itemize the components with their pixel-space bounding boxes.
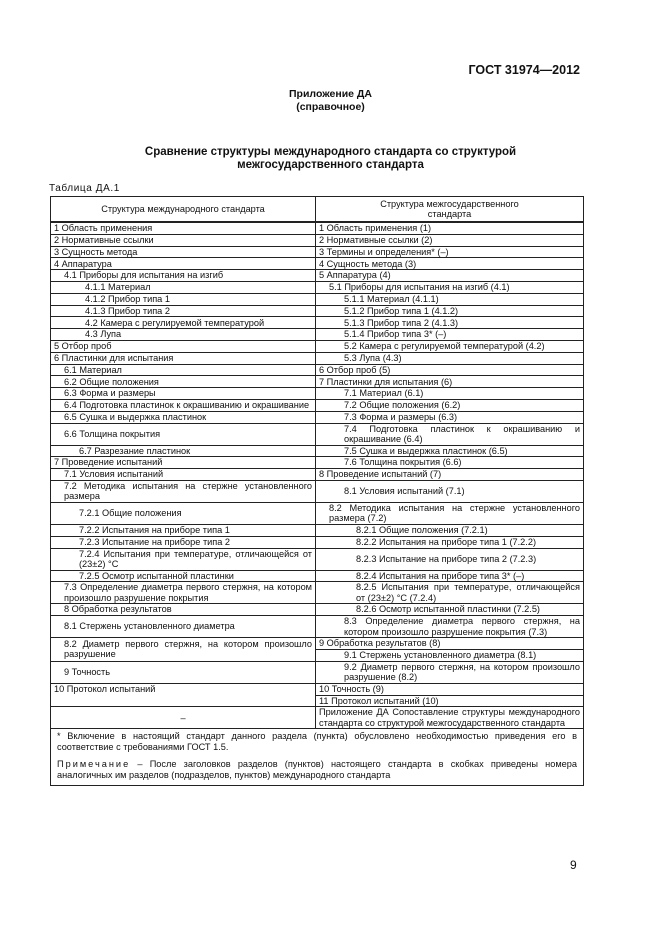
table-row [51, 329, 584, 341]
cell-international: 4.1.2 Прибор типа 1 [51, 293, 316, 305]
header-interstate [316, 197, 584, 223]
cell-international: 6.3 Форма и размеры [51, 388, 316, 400]
table-caption: Таблица ДА.1 [49, 183, 120, 194]
cell-international: 7 Проведение испытаний [51, 457, 316, 469]
table-row [51, 258, 584, 270]
table-row [51, 246, 584, 258]
cell-international: 10 Протокол испытаний [51, 683, 316, 707]
comparison-table [50, 196, 584, 786]
table-row [51, 524, 584, 536]
cell-interstate: 5.1 Приборы для испытания на изгиб (4.1) [316, 281, 584, 293]
title-line-2: межгосударственного стандарта [237, 159, 424, 171]
header-interstate-line-2: стандарта [427, 209, 472, 219]
table-row [51, 234, 584, 246]
table-row [51, 480, 584, 502]
header-interstate-line-1: Структура межгосударственного [380, 198, 519, 209]
cell-international: 1 Область применения [51, 222, 316, 234]
cell-international: 9 Точность [51, 661, 316, 683]
table-row [51, 570, 584, 582]
table-row [51, 305, 584, 317]
cell-interstate: 5.2 Камера с регулируемой температурой (4.2) [316, 340, 584, 352]
cell-international: 6.1 Материал [51, 364, 316, 376]
cell-international: 6 Пластинки для испытания [51, 352, 316, 364]
table-row [51, 293, 584, 305]
cell-international: 4.1.1 Материал [51, 281, 316, 293]
cell-interstate: 9 Обработка результатов (8) [316, 638, 584, 650]
cell-interstate: 3 Термины и определения* (–) [316, 246, 584, 258]
cell-interstate: 8.2 Методика испытания на стержне установленного размера (7.2) [316, 502, 584, 524]
cell-international: 7.2.5 Осмотр испытанной пластинки [51, 570, 316, 582]
table-footnote-row [51, 729, 584, 786]
cell-interstate: 7.2 Общие положения (6.2) [316, 399, 584, 411]
table-row [51, 707, 584, 729]
cell-interstate: 8.2.2 Испытания на приборе типа 1 (7.2.2) [316, 536, 584, 548]
table-row [51, 582, 584, 604]
cell-interstate: 8.1 Условия испытаний (7.1) [316, 480, 584, 502]
cell-interstate: 11 Протокол испытаний (10) [316, 695, 584, 707]
cell-international: 7.1 Условия испытаний [51, 469, 316, 481]
cell-international: – [51, 707, 316, 729]
appendix-heading [0, 88, 661, 114]
table-row [51, 616, 584, 638]
table-row [51, 352, 584, 364]
cell-international: 7.2.1 Общие положения [51, 502, 316, 524]
table-row [51, 423, 584, 445]
cell-international: 8.1 Стержень установленного диаметра [51, 616, 316, 638]
document-code: ГОСТ 31974—2012 [468, 63, 580, 77]
page-title [110, 146, 551, 172]
table-row [51, 536, 584, 548]
cell-international: 6.2 Общие положения [51, 376, 316, 388]
table-row [51, 399, 584, 411]
cell-international: 6.6 Толщина покрытия [51, 423, 316, 445]
cell-international: 4.1.3 Прибор типа 2 [51, 305, 316, 317]
table-row [51, 445, 584, 457]
table-row [51, 411, 584, 423]
cell-international: 4.1 Приборы для испытания на изгиб [51, 270, 316, 282]
cell-international: 7.2.3 Испытание на приборе типа 2 [51, 536, 316, 548]
cell-interstate: Приложение ДА Сопоставление структуры международного стандарта со структурой межгосударственного стандарта [316, 707, 584, 729]
table-row [51, 317, 584, 329]
table-row [51, 548, 584, 570]
title-line-1: Сравнение структуры международного стандарта со структурой [144, 146, 517, 158]
table-row [51, 604, 584, 616]
cell-international: 6.7 Разрезание пластинок [51, 445, 316, 457]
cell-international: 8.2 Диаметр первого стержня, на котором произошло разрушение [51, 638, 316, 662]
table-header-row [51, 197, 584, 223]
cell-international: 8 Обработка результатов [51, 604, 316, 616]
cell-international: 6.4 Подготовка пластинок к окрашиванию и окрашивание [51, 399, 316, 411]
table-row [51, 683, 584, 695]
table-row [51, 340, 584, 352]
table-row [51, 502, 584, 524]
note-text: – После заголовков разделов (пунктов) настоящего стандарта в скобках приведены номера аналогичных им разделов (подразделов, пунктов) международного стандарта [57, 759, 577, 781]
appendix-type: (справочное) [296, 101, 365, 113]
appendix-label: Приложение ДА [289, 88, 372, 100]
cell-international: 6.5 Сушка и выдержка пластинок [51, 411, 316, 423]
note-label: Примечание [57, 759, 131, 770]
cell-international: 4.2 Камера с регулируемой температурой [51, 317, 316, 329]
table-row [51, 469, 584, 481]
cell-interstate: 2 Нормативные ссылки (2) [316, 234, 584, 246]
cell-interstate: 8.3 Определение диаметра первого стержня, на котором произошло разрушение покрытия (7.3) [316, 616, 584, 638]
cell-interstate: 8.2.6 Осмотр испытанной пластинки (7.2.5) [316, 604, 584, 616]
table-row [51, 364, 584, 376]
cell-interstate: 9.2 Диаметр первого стержня, на котором произошло разрушение (8.2) [316, 661, 584, 683]
table-row [51, 222, 584, 234]
cell-interstate: 8.2.4 Испытания на приборе типа 3* (–) [316, 570, 584, 582]
cell-international: 3 Сущность метода [51, 246, 316, 258]
cell-interstate: 6 Отбор проб (5) [316, 364, 584, 376]
cell-interstate: 7.5 Сушка и выдержка пластинок (6.5) [316, 445, 584, 457]
cell-interstate: 4 Сущность метода (3) [316, 258, 584, 270]
cell-interstate: 5 Аппаратура (4) [316, 270, 584, 282]
cell-interstate: 8 Проведение испытаний (7) [316, 469, 584, 481]
cell-interstate: 7.4 Подготовка пластинок к окрашиванию и окрашивание (6.4) [316, 423, 584, 445]
cell-interstate: 8.2.1 Общие положения (7.2.1) [316, 524, 584, 536]
cell-interstate: 5.1.2 Прибор типа 1 (4.1.2) [316, 305, 584, 317]
table-row [51, 457, 584, 469]
cell-international: 4 Аппаратура [51, 258, 316, 270]
cell-international: 2 Нормативные ссылки [51, 234, 316, 246]
table-row [51, 281, 584, 293]
page-number: 9 [570, 858, 577, 872]
cell-international: 7.2.4 Испытания при температуре, отличающейся от (23±2) °С [51, 548, 316, 570]
cell-international: 7.3 Определение диаметра первого стержня, на котором произошло разрушение покрытия [51, 582, 316, 604]
cell-interstate: 8.2.5 Испытания при температуре, отличающейся от (23±2) °С (7.2.4) [316, 582, 584, 604]
table-row [51, 638, 584, 650]
cell-interstate: 5.1.4 Прибор типа 3* (–) [316, 329, 584, 341]
cell-interstate: 7.3 Форма и размеры (6.3) [316, 411, 584, 423]
table-row [51, 661, 584, 683]
cell-interstate: 7.1 Материал (6.1) [316, 388, 584, 400]
cell-interstate: 10 Точность (9) [316, 683, 584, 695]
cell-interstate: 8.2.3 Испытание на приборе типа 2 (7.2.3) [316, 548, 584, 570]
table-note [57, 759, 577, 781]
table-row [51, 388, 584, 400]
cell-interstate: 7.6 Толщина покрытия (6.6) [316, 457, 584, 469]
table-row [51, 270, 584, 282]
cell-interstate: 5.1.3 Прибор типа 2 (4.1.3) [316, 317, 584, 329]
table-footnote-cell [51, 729, 584, 786]
cell-interstate: 7 Пластинки для испытания (6) [316, 376, 584, 388]
cell-interstate: 5.3 Лупа (4.3) [316, 352, 584, 364]
cell-international: 4.3 Лупа [51, 329, 316, 341]
cell-international: 7.2 Методика испытания на стержне установленного размера [51, 480, 316, 502]
cell-international: 7.2.2 Испытания на приборе типа 1 [51, 524, 316, 536]
footnote-text: * Включение в настоящий стандарт данного раздела (пункта) обусловлено необходимостью приведения его в соответствие с требованиями ГОСТ 1.5. [57, 731, 577, 753]
table-row [51, 376, 584, 388]
cell-interstate: 1 Область применения (1) [316, 222, 584, 234]
cell-interstate: 9.1 Стержень установленного диаметра (8.1) [316, 649, 584, 661]
cell-international: 5 Отбор проб [51, 340, 316, 352]
cell-interstate: 5.1.1 Материал (4.1.1) [316, 293, 584, 305]
header-international: Структура международного стандарта [51, 197, 316, 223]
